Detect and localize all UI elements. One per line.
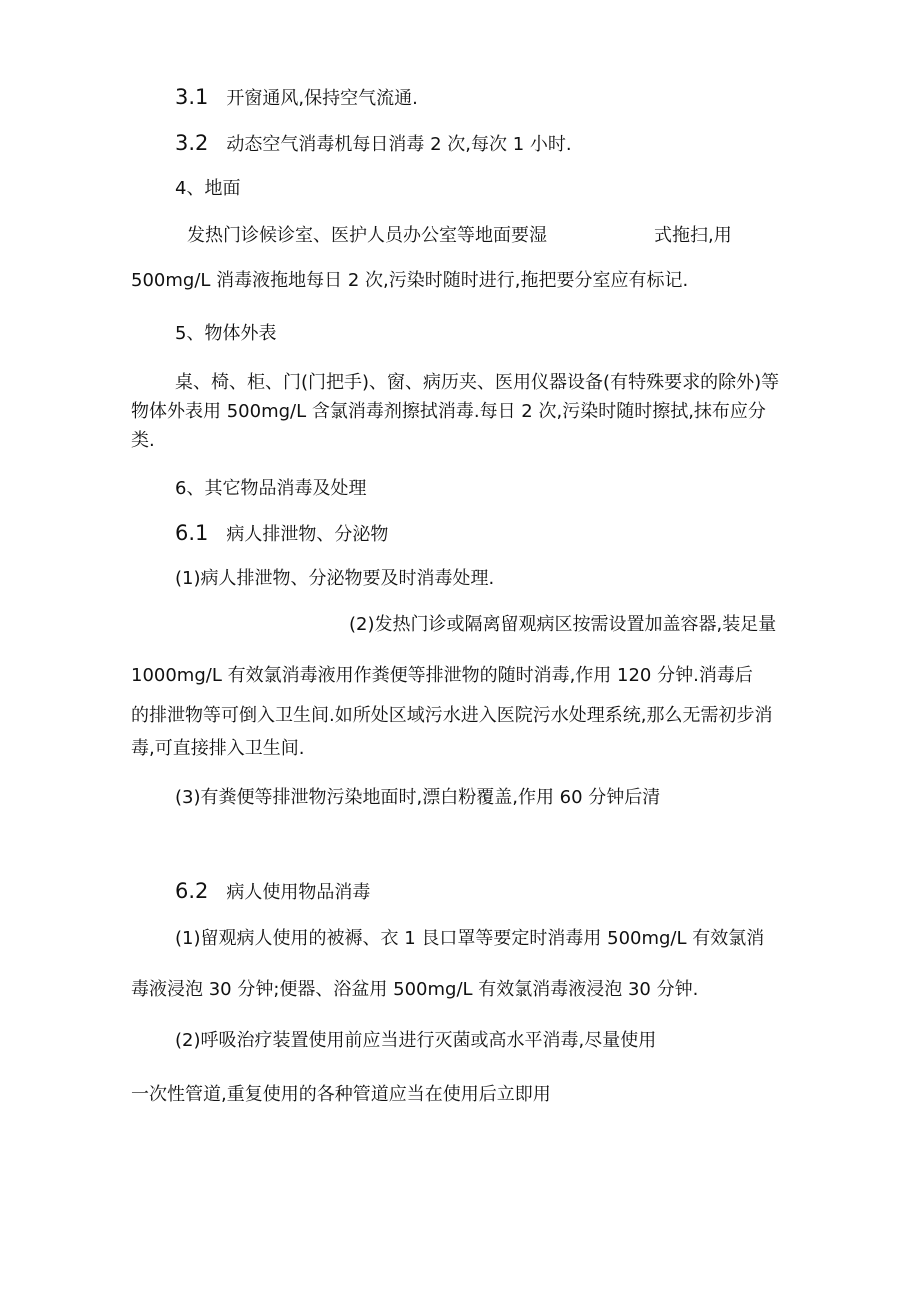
section-number: 6.2: [175, 879, 209, 903]
paragraph-line: 500mg/L 消毒液拖地每日 2 次,污染时随时进行,拖把要分室应有标记.: [131, 270, 689, 291]
section-3-2: [175, 132, 572, 156]
section-4-heading: 4、地面: [175, 178, 241, 199]
section-6-1: [175, 522, 388, 546]
paragraph-line: 类.: [131, 430, 155, 451]
paragraph-line: 桌、椅、柜、门(门把手)、窗、病历夹、医用仪器设备(有特殊要求的除外)等: [175, 372, 780, 393]
section-number: 3.1: [175, 85, 209, 109]
section-6-heading: 6、其它物品消毒及处理: [175, 478, 367, 499]
section-text: 动态空气消毒机每日消毒 2 次,每次 1 小时.: [226, 134, 572, 155]
paragraph-line: 发热门诊候诊室、医护人员办公室等地面要湿: [187, 225, 547, 246]
section-text: 病人排泄物、分泌物: [226, 524, 389, 545]
section-number: 3.2: [175, 131, 209, 155]
section-text: 开窗通风,保持空气流通.: [226, 88, 418, 109]
list-item: (1)留观病人使用的被褥、衣 1 艮口罩等要定时消毒用 500mg/L 有效氯消: [175, 928, 765, 949]
paragraph-line: 毒液浸泡 30 分钟;便器、浴盆用 500mg/L 有效氯消毒液浸泡 30 分钟.: [131, 979, 699, 1000]
section-text: 病人使用物品消毒: [226, 882, 371, 903]
paragraph-line: 一次性管道,重复使用的各种管道应当在使用后立即用: [131, 1084, 551, 1105]
paragraph-line: 物体外表用 500mg/L 含氯消毒剂擦拭消毒.每日 2 次,污染时随时擦拭,抹布应分: [131, 401, 766, 422]
section-5-heading: 5、物体外表: [175, 323, 277, 344]
list-item: (2)呼吸治疗装置使用前应当进行灭菌或高水平消毒,尽量使用: [175, 1030, 657, 1051]
section-3-1: [175, 86, 418, 110]
list-item: (3)有粪便等排泄物污染地面时,漂白粉覆盖,作用 60 分钟后清: [175, 787, 661, 808]
paragraph-line: 的排泄物等可倒入卫生间.如所处区域污水进入医院污水处理系统,那么无需初步消: [131, 705, 773, 726]
paragraph-line: 1000mg/L 有效氯消毒液用作粪便等排泄物的随时消毒,作用 120 分钟.消毒后: [131, 665, 753, 686]
section-6-2: [175, 880, 370, 904]
list-item: (2)发热门诊或隔离留观病区按需设置加盖容器,装足量: [349, 614, 777, 635]
paragraph-line: 毒,可直接排入卫生间.: [131, 738, 305, 759]
paragraph-line: 式拖扫,用: [654, 225, 732, 246]
section-number: 6.1: [175, 521, 209, 545]
list-item: (1)病人排泄物、分泌物要及时消毒处理.: [175, 568, 495, 589]
